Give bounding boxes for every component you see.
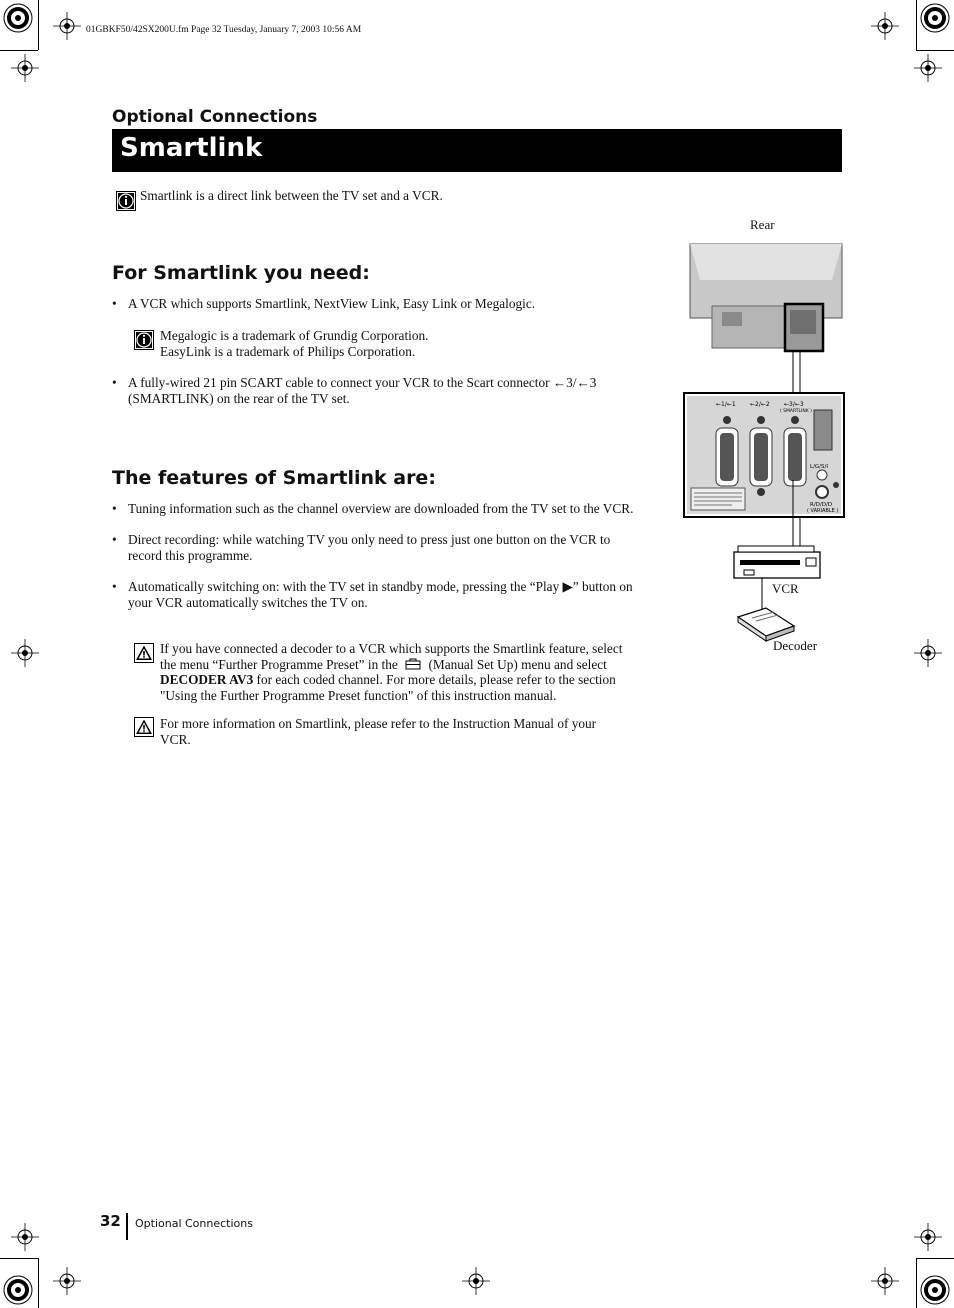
warning-line: DECODER AV3 for each coded channel. For more details, please refer to the section <box>160 672 616 687</box>
page-title: Smartlink <box>120 133 263 163</box>
info-icon <box>116 191 136 211</box>
intro-note: Smartlink is a direct link between the TV set and a VCR. <box>140 188 443 203</box>
list-item: • A VCR which supports Smartlink, NextView Link, Easy Link or Megalogic. <box>112 296 536 311</box>
info-warning <box>160 716 670 747</box>
rear-label: Rear <box>750 217 775 232</box>
list-item-line: your VCR automatically switches the TV on. <box>128 595 368 610</box>
list-item-line: Direct recording: while watching TV you only need to press just one button on the VCR to <box>128 532 611 547</box>
decoder-label: Decoder <box>773 638 818 653</box>
panel-label: L/G/S/I <box>810 464 828 470</box>
warning-icon <box>134 643 154 663</box>
file-info-header: 01GBKF50/42SX200U.fm Page 32 Tuesday, January 7, 2003 10:56 AM <box>86 25 362 35</box>
trademark-line: EasyLink is a trademark of Philips Corporation. <box>160 343 416 359</box>
list-item-line: A fully-wired 21 pin SCART cable to connect your VCR to the Scart connector ←3/←3 <box>128 375 597 390</box>
title-bar <box>112 129 842 172</box>
warning-line: If you have connected a decoder to a VCR which supports the Smartlink feature, select <box>160 641 623 656</box>
trademark-note <box>160 328 428 359</box>
warning-line: For more information on Smartlink, please refer to the Instruction Manual of your <box>160 716 597 731</box>
footer-label: Optional Connections <box>135 1217 253 1230</box>
list-item-line: (SMARTLINK) on the rear of the TV set. <box>128 391 350 406</box>
panel-label: ( SMARTLINK ) <box>780 409 812 414</box>
info-icon <box>134 330 154 350</box>
panel-label: ←1/←1 <box>716 401 736 408</box>
footer-separator <box>126 1213 128 1240</box>
trademark-line: Megalogic is a trademark of Grundig Corporation. <box>160 328 429 343</box>
manual-setup-icon <box>405 658 421 670</box>
panel-label: R/D/D/D <box>810 502 833 508</box>
panel-label: ←2/←2 <box>750 401 770 408</box>
features-heading: The features of Smartlink are: <box>112 467 436 489</box>
need-heading: For Smartlink you need: <box>112 262 370 284</box>
list-item: • Direct recording: while watching TV you only need to press just one button on the VCR to record this programme. <box>112 532 611 563</box>
section-label: Optional Connections <box>112 107 318 127</box>
page-number: 32 <box>100 1212 121 1230</box>
warning-line: "Using the Further Programme Preset function" of this instruction manual. <box>160 687 557 703</box>
decoder-warning <box>160 641 670 703</box>
warning-line: the menu “Further Programme Preset” in the (Manual Set Up) menu and select <box>160 656 607 672</box>
list-item: • Automatically switching on: with the TV set in standby mode, pressing the “Play ▶” button on your VCR automatically switches the TV on. <box>112 579 633 610</box>
list-item: • A fully-wired 21 pin SCART cable to connect your VCR to the Scart connector ←3/←3 (SMARTLINK) on the rear of the TV set. <box>112 375 597 406</box>
vcr-label: VCR <box>772 581 799 596</box>
list-item-line: record this programme. <box>128 548 253 563</box>
warning-line: VCR. <box>160 731 191 747</box>
list-item: • Tuning information such as the channel overview are downloaded from the TV set to the VCR. <box>112 501 634 516</box>
list-item-line: Automatically switching on: with the TV set in standby mode, pressing the “Play ▶” button on <box>128 579 633 594</box>
tv-rear-diagram <box>682 240 847 660</box>
panel-label: ( VARIABLE ) <box>807 508 839 514</box>
panel-label: ←3/←3 <box>784 401 804 408</box>
warning-icon <box>134 717 154 737</box>
